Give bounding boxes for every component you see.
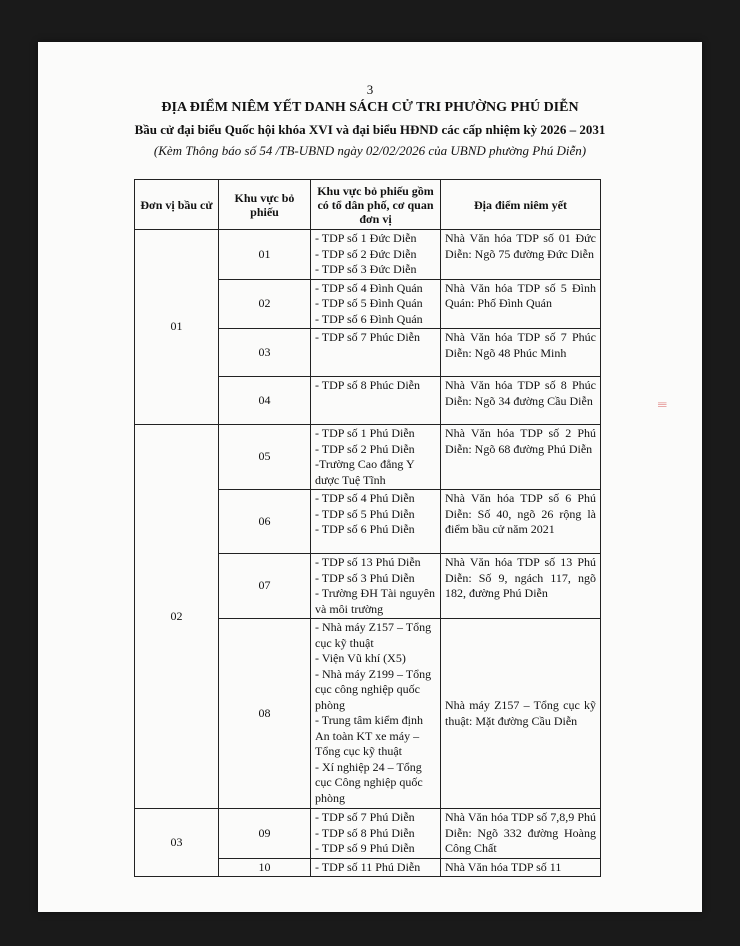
area-code-cell: 02	[219, 279, 311, 329]
page-title: ĐỊA ĐIỂM NIÊM YẾT DANH SÁCH CỬ TRI PHƯỜNG PHÚ DIỄN	[161, 100, 579, 115]
member-line: - TDP số 11 Phú Diễn	[315, 859, 421, 874]
page-subtitle: Bầu cử đại biểu Quốc hội khóa XVI và đại biểu HĐND các cấp nhiệm kỳ 2026 – 2031	[134, 122, 606, 137]
area-code-cell: 01	[219, 230, 311, 280]
location-cell: Nhà Văn hóa TDP số 7,8,9 Phú Diễn: Ngõ 332 đường Hoàng Công Chất	[441, 809, 601, 859]
area-code-cell: 07	[219, 554, 311, 619]
area-code-cell: 09	[219, 809, 311, 859]
member-line: - TDP số 7 Phú Diễn	[315, 810, 415, 824]
location-cell: Nhà Văn hóa TDP số 7 Phúc Diễn: Ngõ 48 Phúc Minh	[441, 329, 601, 377]
area-code-cell: 06	[219, 490, 311, 554]
header-members: Khu vực bỏ phiếu gồm có tổ dân phố, cơ quan đơn vị	[311, 180, 441, 230]
member-line: - TDP số 1 Đức Diễn	[315, 231, 417, 245]
document-page	[38, 42, 702, 912]
members-cell	[311, 377, 441, 425]
unit-cell: 02	[135, 425, 219, 809]
members-cell	[311, 425, 441, 490]
table-header-row	[135, 180, 601, 230]
table-body	[135, 230, 601, 877]
member-line: - TDP số 3 Phú Diễn	[315, 570, 415, 585]
members-cell	[311, 490, 441, 554]
member-line: -Trường Cao đẳng Y dược Tuệ Tĩnh	[315, 457, 415, 487]
member-line: - TDP số 5 Phú Diễn	[315, 506, 415, 521]
location-cell: Nhà Văn hóa TDP số 11	[441, 858, 601, 877]
reference-note: (Kèm Thông báo số 54 /TB-UBND ngày 02/02/2026 của UBND phường Phú Diễn)	[153, 143, 587, 158]
page-number: 3	[366, 82, 374, 97]
member-line: - TDP số 1 Phú Diễn	[315, 426, 415, 440]
member-line: - Nhà máy Z199 – Tổng cục công nghiệp quốc phòng	[315, 666, 432, 712]
member-line: - TDP số 3 Đức Diễn	[315, 262, 417, 276]
member-line: - Trung tâm kiểm định An toàn KT xe máy – Tổng cục kỹ thuật	[315, 713, 424, 758]
members-cell	[311, 329, 441, 377]
member-line: - TDP số 7 Phúc Diễn	[315, 330, 420, 344]
area-code-cell: 08	[219, 619, 311, 809]
location-cell: Nhà Văn hóa TDP số 01 Đức Diễn: Ngõ 75 đường Đức Diễn	[441, 230, 601, 280]
area-code-cell: 10	[219, 858, 311, 877]
table-row	[135, 230, 601, 280]
header-unit: Đơn vị bầu cử	[135, 180, 219, 230]
area-code-cell: 05	[219, 425, 311, 490]
members-cell	[311, 809, 441, 859]
member-line: - TDP số 9 Phú Diễn	[315, 841, 415, 855]
location-cell: Nhà Văn hóa TDP số 13 Phú Diễn: Số 9, ngách 117, ngõ 182, đường Phú Diễn	[441, 554, 601, 619]
members-cell	[311, 554, 441, 619]
members-cell	[311, 279, 441, 329]
table-row	[135, 425, 601, 490]
location-cell: Nhà Văn hóa TDP số 8 Phúc Diễn: Ngõ 34 đường Cầu Diễn	[441, 377, 601, 425]
member-line: - Xí nghiệp 24 – Tổng cục Công nghiệp quốc phòng	[315, 759, 423, 805]
table-row	[135, 809, 601, 859]
voter-list-table	[134, 179, 601, 877]
unit-cell: 01	[135, 230, 219, 425]
margin-stamp-mark: |||	[658, 402, 668, 408]
header-location: Địa điểm niêm yết	[441, 180, 601, 230]
area-code-cell: 04	[219, 377, 311, 425]
member-line: - TDP số 2 Đức Diễn	[315, 246, 417, 261]
member-line: - TDP số 4 Phú Diễn	[315, 491, 415, 505]
member-line: - Trường ĐH Tài nguyên và môi trường	[315, 586, 435, 616]
member-line: - TDP số 2 Phú Diễn	[315, 441, 415, 456]
member-line: - TDP số 4 Đình Quán	[315, 280, 423, 295]
members-cell	[311, 858, 441, 877]
members-cell	[311, 230, 441, 280]
location-cell: Nhà Văn hóa TDP số 5 Đình Quán: Phố Đình Quán	[441, 279, 601, 329]
member-line: - TDP số 6 Đình Quán	[315, 311, 423, 326]
member-line: - TDP số 8 Phú Diễn	[315, 825, 415, 840]
member-line: - TDP số 6 Phú Diễn	[315, 522, 415, 536]
area-code-cell: 03	[219, 329, 311, 377]
unit-cell: 03	[135, 809, 219, 877]
member-line: - Nhà máy Z157 – Tổng cục kỹ thuật	[315, 620, 432, 650]
members-cell	[311, 619, 441, 809]
location-cell: Nhà Văn hóa TDP số 6 Phú Diễn: Số 40, ngõ 26 rộng là điểm bầu cử năm 2021	[441, 490, 601, 554]
member-line: - TDP số 13 Phú Diễn	[315, 555, 421, 569]
member-line: - Viện Vũ khí (X5)	[315, 651, 406, 665]
member-line: - TDP số 8 Phúc Diễn	[315, 378, 420, 392]
location-cell: Nhà Văn hóa TDP số 2 Phú Diễn: Ngõ 68 đường Phú Diễn	[441, 425, 601, 490]
member-line: - TDP số 5 Đình Quán	[315, 296, 423, 310]
location-cell: Nhà máy Z157 – Tổng cục kỹ thuật: Mặt đường Cầu Diễn	[441, 619, 601, 809]
header-area: Khu vực bỏ phiếu	[219, 180, 311, 230]
